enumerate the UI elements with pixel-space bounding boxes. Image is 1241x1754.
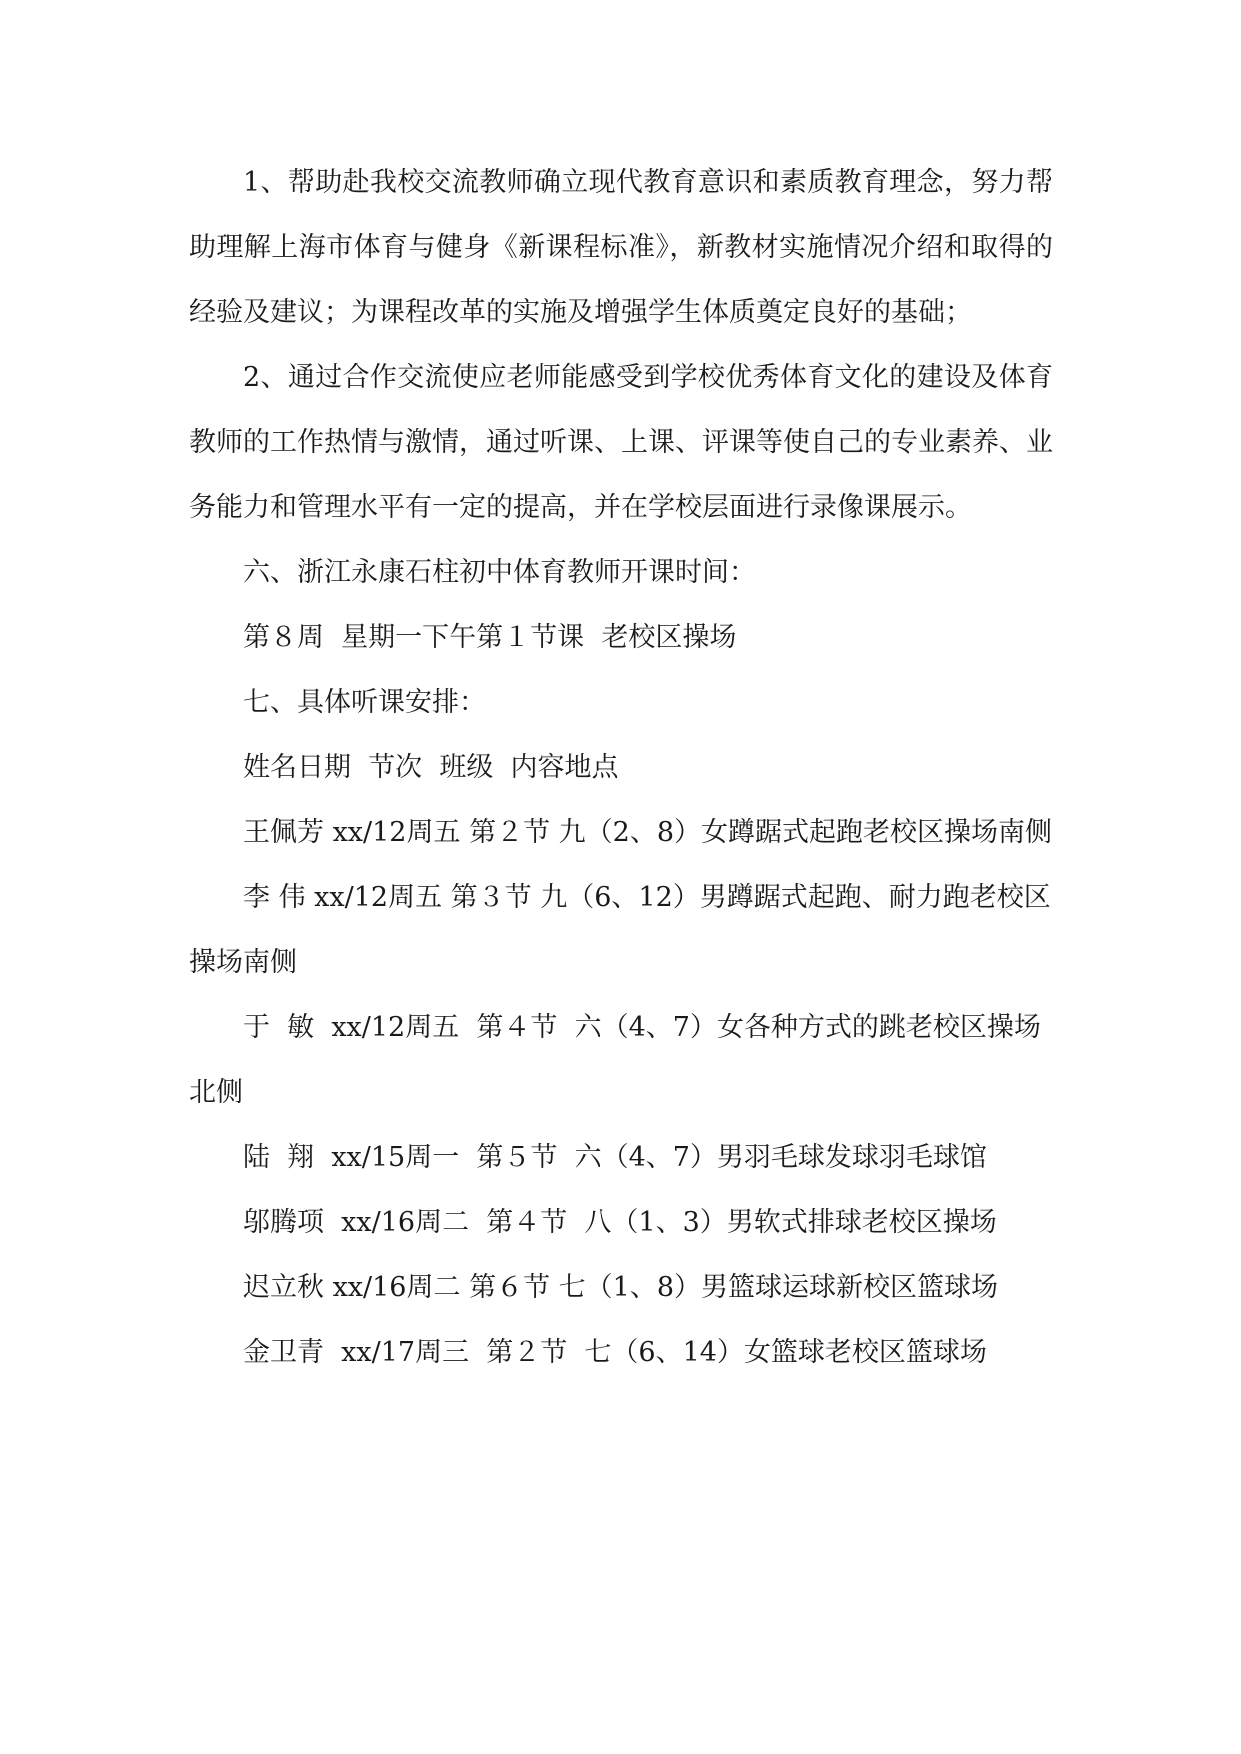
schedule-row: 迟立秋 xx/16周二 第６节 七（1、8）男篮球运球新校区篮球场 xyxy=(243,1272,999,1303)
schedule-header: 姓名日期 节次 班级 内容地点 xyxy=(243,752,619,783)
schedule-row: 王佩芳 xx/12周五 第２节 九（2、8）女蹲踞式起跑老校区操场南侧 xyxy=(243,817,1053,848)
schedule-row: 于 敏 xx/12周五 第４节 六（4、7）女各种方式的跳老校区操场北侧 xyxy=(189,1012,1041,1108)
section-seven-heading: 七、具体听课安排： xyxy=(243,687,486,718)
document-body xyxy=(189,150,1053,1385)
section-six-detail: 第８周 星期一下午第１节课 老校区操场 xyxy=(243,622,737,653)
paragraph-2: 2、通过合作交流使应老师能感受到学校优秀体育文化的建设及体育教师的工作热情与激情，通过听课、上课、评课等使自己的专业素养、业务能力和管理水平有一定的提高，并在学校层面进行录像课展示。 xyxy=(189,362,1053,523)
paragraph-1: 1、帮助赴我校交流教师确立现代教育意识和素质教育理念，努力帮助理解上海市体育与健身《新课程标准》，新教材实施情况介绍和取得的经验及建议；为课程改革的实施及增强学生体质奠定良好的基础； xyxy=(189,167,1053,328)
schedule-row: 邬腾项 xx/16周二 第４节 八（1、3）男软式排球老校区操场 xyxy=(243,1207,997,1238)
schedule-row: 李 伟 xx/12周五 第３节 九（6、12）男蹲踞式起跑、耐力跑老校区操场南侧 xyxy=(189,882,1051,978)
schedule-row: 陆 翔 xx/15周一 第５节 六（4、7）男羽毛球发球羽毛球馆 xyxy=(243,1142,987,1173)
schedule-row: 金卫青 xx/17周三 第２节 七（6、14）女篮球老校区篮球场 xyxy=(243,1337,987,1368)
section-six-heading: 六、浙江永康石柱初中体育教师开课时间： xyxy=(243,557,756,588)
